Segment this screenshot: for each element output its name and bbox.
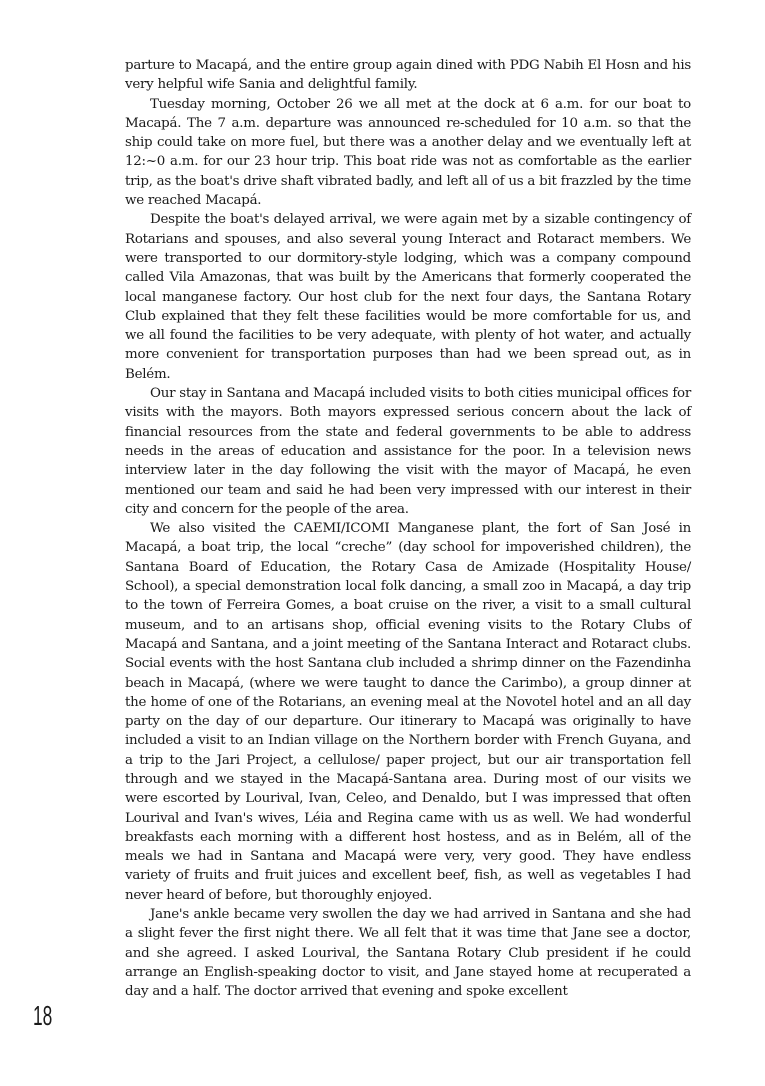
body-text (125, 56, 691, 1002)
page-number: 18 (33, 1000, 53, 1031)
paragraph-3: Despite the boat's delayed arrival, we were again met by a sizable contingency of Rotarians and spouses, and also several young Interact and Rotaract members. We were transported to our dormitory-style lodging, which was a company compound called Vila Amazonas, that was built by the Americans that formerly cooperated the local manganese factory. Our host club for the next four days, the Santana Rotary Club explained that they felt these facilities would be more comfortable for us, and we all found the facilities to be very adequate, with plenty of hot water, and actually more convenient for transportation purposes than had we been spread out, as in Belém. (125, 212, 691, 382)
paragraph-4: Our stay in Santana and Macapá included visits to both cities municipal offices for visits with the mayors. Both mayors expressed serious concern about the lack of financial resources from the state and federal governments to be able to address needs in the areas of education and assistance for the poor. In a television news interview later in the day following the visit with the mayor of Macapá, he even mentioned our team and said he had been very impressed with our interest in their city and concern for the people of the area. (125, 386, 691, 517)
paragraph-5: We also visited the CAEMI/ICOMI Manganese plant, the fort of San José in Macapá, a boat trip, the local “creche” (day school for impoverished children), the Santana Board of Education, the Rotary Casa de Amizade (Hospitality House/ School), a special demonstration local folk dancing, a small zoo in Macapá, a day trip to the town of Ferreira Gomes, a boat cruise on the river, a visit to a small cultural museum, and to an artisans shop, official evening visits to the Rotary Clubs of Macapá and Santana, and a joint meeting of the Santana Interact and Rotaract clubs. Social events with the host Santana club included a shrimp dinner on the Fazendinha beach in Macapá, (where we were taught to dance the Carimbo), a group dinner at the home of one of the Rotarians, an evening meal at the Novotel hotel and an all day party on the day of our departure. Our itinerary to Macapá was originally to have included a visit to an Indian village on the Northern border with French Guyana, and a trip to the Jari Project, a cellulose/ paper project, but our air transportation fell through and we stayed in the Macapá-Santana area. During most of our visits we were escorted by Lourival, Ivan, Celeo, and Denaldo, but I was impressed that often Lourival and Ivan's wives, Léia and Regina came with us as well. We had wonderful breakfasts each morning with a different host hostess, and as in Belém, all of the meals we had in Santana and Macapá were very, very good. They have endless variety of fruits and fruit juices and excellent beef, fish, as well as vegetables I had never heard of before, but thoroughly enjoyed. (125, 521, 691, 903)
paragraph-1: parture to Macapá, and the entire group again dined with PDG Nabih El Hosn and his very helpful wife Sania and delightful family. (125, 58, 691, 93)
paragraph-2: Tuesday morning, October 26 we all met at the dock at 6 a.m. for our boat to Macapá. The 7 a.m. departure was announced re-scheduled for 10 a.m. so that the ship could take on more fuel, but there was a another delay and we eventually left at 12:~0 a.m. for our 23 hour trip. This boat ride was not as comfortable as the earlier trip, as the boat's drive shaft vibrated badly, and left all of us a bit frazzled by the time we reached Macapá. (125, 96, 691, 209)
paragraph-6: Jane's ankle became very swollen the day we had arrived in Santana and she had a slight fever the first night there. We all felt that it was time that Jane see a doctor, and she agreed. I asked Lourival, the Santana Rotary Club president if he could arrange an English-speaking doctor to visit, and Jane stayed home at recuperated a day and a half. The doctor arrived that evening and spoke excellent (125, 907, 691, 1000)
